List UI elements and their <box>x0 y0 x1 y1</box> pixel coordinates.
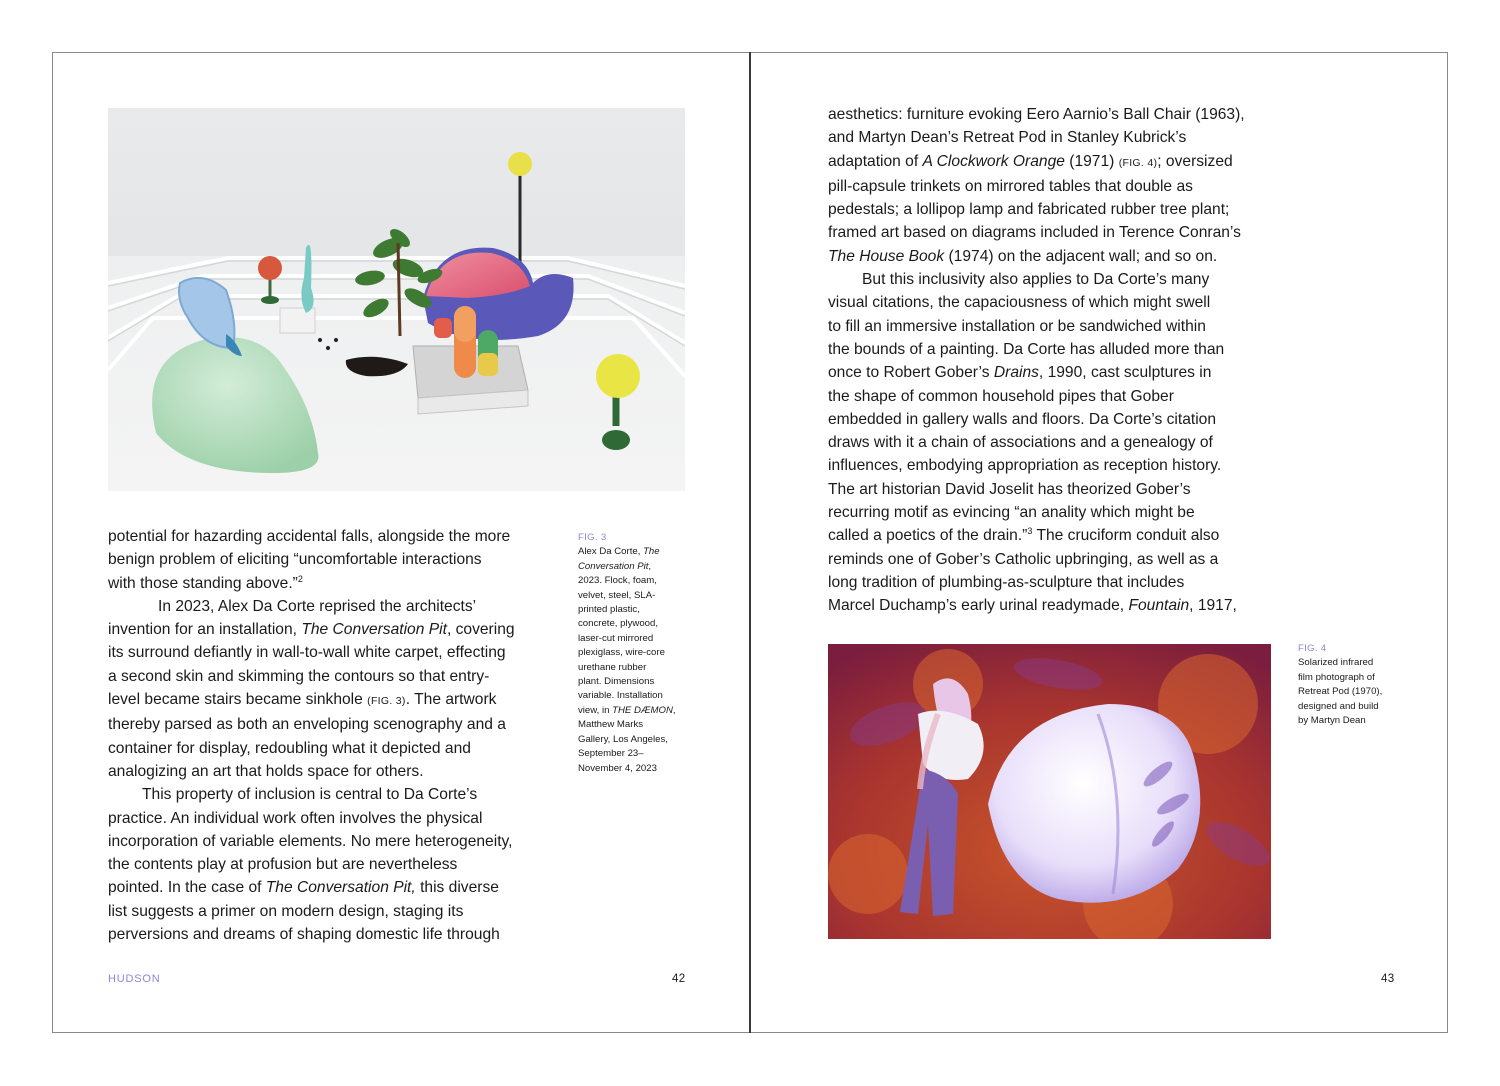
text-line: influences, embodying appropriation as reception history. <box>828 457 1222 475</box>
text-line: pill-capsule trinkets on mirrored tables that double as <box>828 177 1193 195</box>
text-line: benign problem of eliciting “uncomfortable interactions <box>108 551 482 569</box>
caption-line: view, in THE DÆMON, <box>578 704 676 716</box>
text-line: once to Robert Gober’s Drains, 1990, cast sculptures in <box>828 364 1212 382</box>
text-line: In 2023, Alex Da Corte reprised the architects’ <box>158 597 477 615</box>
caption-line: Conversation Pit, <box>578 560 652 572</box>
text-line: incorporation of variable elements. No mere heterogeneity, <box>108 832 513 850</box>
figure-4-image <box>828 644 1271 939</box>
text-line: container for display, redoubling what it depicted and <box>108 739 471 757</box>
caption-line: Solarized infrared <box>1298 657 1374 669</box>
caption-line: September 23– <box>578 748 644 760</box>
caption-line: velvet, steel, SLA- <box>578 589 656 601</box>
caption-line: designed and build <box>1298 700 1379 712</box>
text-line: The art historian David Joselit has theorized Gober’s <box>828 480 1191 498</box>
text-line: potential for hazarding accidental falls, alongside the more <box>108 528 511 545</box>
text-line: called a poetics of the drain.”$^3$ The cruciform conduit also <box>828 526 1220 545</box>
text-line: analogizing an art that holds space for others. <box>108 762 424 780</box>
text-line: pointed. In the case of The Conversation Pit, this diverse <box>108 879 499 897</box>
text-line: the shape of common household pipes that Gober <box>828 387 1174 405</box>
text-line: visual citations, the capaciousness of which might swell <box>828 294 1211 312</box>
caption-line: urethane rubber <box>578 661 647 673</box>
caption-line: plexiglass, wire-core <box>578 647 665 659</box>
right-body-text <box>828 103 1278 618</box>
fig-3-reference[interactable]: (FIG. 3) <box>367 695 406 708</box>
text-line: its surround defiantly in wall-to-wall white carpet, effecting <box>108 644 506 662</box>
text-line: perversions and dreams of shaping domestic life through <box>108 926 500 944</box>
text-line: embedded in gallery walls and floors. Da Corte’s citation <box>828 410 1217 428</box>
caption-line: Retreat Pod (1970), <box>1298 686 1383 698</box>
text-line: with those standing above.”$^2$ <box>108 573 303 592</box>
figure-label: FIG. 3 <box>578 532 607 543</box>
text-line: to fill an immersive installation or be sandwiched within <box>828 317 1206 335</box>
text-line: draws with it a chain of associations and a genealogy of <box>828 434 1213 452</box>
page-number-right: 43 <box>1381 973 1395 985</box>
footnote-ref-3[interactable]: 3 <box>1027 526 1033 537</box>
text-line: list suggests a primer on modern design, staging its <box>108 902 464 920</box>
spine-gutter <box>749 52 751 1033</box>
text-line: thereby parsed as both an enveloping scenography and a <box>108 716 506 734</box>
figure-3-image <box>108 108 685 491</box>
figure-3-caption <box>578 531 688 776</box>
text-line: This property of inclusion is central to Da Corte’s <box>142 786 478 804</box>
text-line: a second skin and skimming the contours so that entry- <box>108 667 490 685</box>
text-line: recurring motif as evincing “an anality which might be <box>828 504 1195 522</box>
left-body-text <box>108 525 558 946</box>
text-line: aesthetics: furniture evoking Eero Aarnio’s Ball Chair (1963), <box>828 106 1245 123</box>
text-line: pedestals; a lollipop lamp and fabricated rubber tree plant; <box>828 201 1230 219</box>
fig-4-reference[interactable]: (FIG. 4) <box>1118 156 1158 169</box>
text-line: The House Book (1974) on the adjacent wall; and so on. <box>828 247 1218 265</box>
text-line: the bounds of a painting. Da Corte has alluded more than <box>828 340 1225 358</box>
text-line: framed art based on diagrams included in Terence Conran’s <box>828 224 1241 242</box>
figure-label: FIG. 4 <box>1298 643 1327 654</box>
text-line: reminds one of Gober’s Catholic upbringing, as well as a <box>828 550 1219 568</box>
caption-line: variable. Installation <box>578 690 663 702</box>
text-line: But this inclusivity also applies to Da Corte’s many <box>862 271 1210 289</box>
running-head: HUDSON <box>108 973 161 985</box>
text-line: level became stairs became sinkhole (FIG. 3). The artwork <box>108 691 497 709</box>
caption-line: 2023. Flock, foam, <box>578 575 657 587</box>
figure-4-caption <box>1298 642 1418 728</box>
text-line: long tradition of plumbing-as-sculpture that includes <box>828 573 1185 591</box>
caption-line: November 4, 2023 <box>578 762 657 774</box>
text-line: the contents play at profusion but are nevertheless <box>108 856 458 874</box>
caption-line: Gallery, Los Angeles, <box>578 733 668 745</box>
footnote-ref-2[interactable]: 2 <box>297 573 303 584</box>
caption-line: laser-cut mirrored <box>578 632 654 644</box>
page-number-left: 42 <box>672 973 686 985</box>
caption-line: plant. Dimensions <box>578 676 655 688</box>
caption-line: film photograph of <box>1298 671 1375 683</box>
caption-line: concrete, plywood, <box>578 618 658 630</box>
caption-line: Alex Da Corte, The <box>578 546 660 558</box>
caption-line: by Martyn Dean <box>1298 715 1366 727</box>
text-line: practice. An individual work often involves the physical <box>108 809 483 827</box>
caption-line: Matthew Marks <box>578 719 644 731</box>
text-line: invention for an installation, The Conversation Pit, covering <box>108 621 515 639</box>
text-line: and Martyn Dean’s Retreat Pod in Stanley Kubrick’s <box>828 129 1187 147</box>
caption-line: printed plastic, <box>578 604 640 616</box>
text-line: Marcel Duchamp’s early urinal readymade, Fountain, 1917, <box>828 597 1237 615</box>
text-line: adaptation of A Clockwork Orange (1971) (FIG. 4); oversized <box>828 152 1233 170</box>
